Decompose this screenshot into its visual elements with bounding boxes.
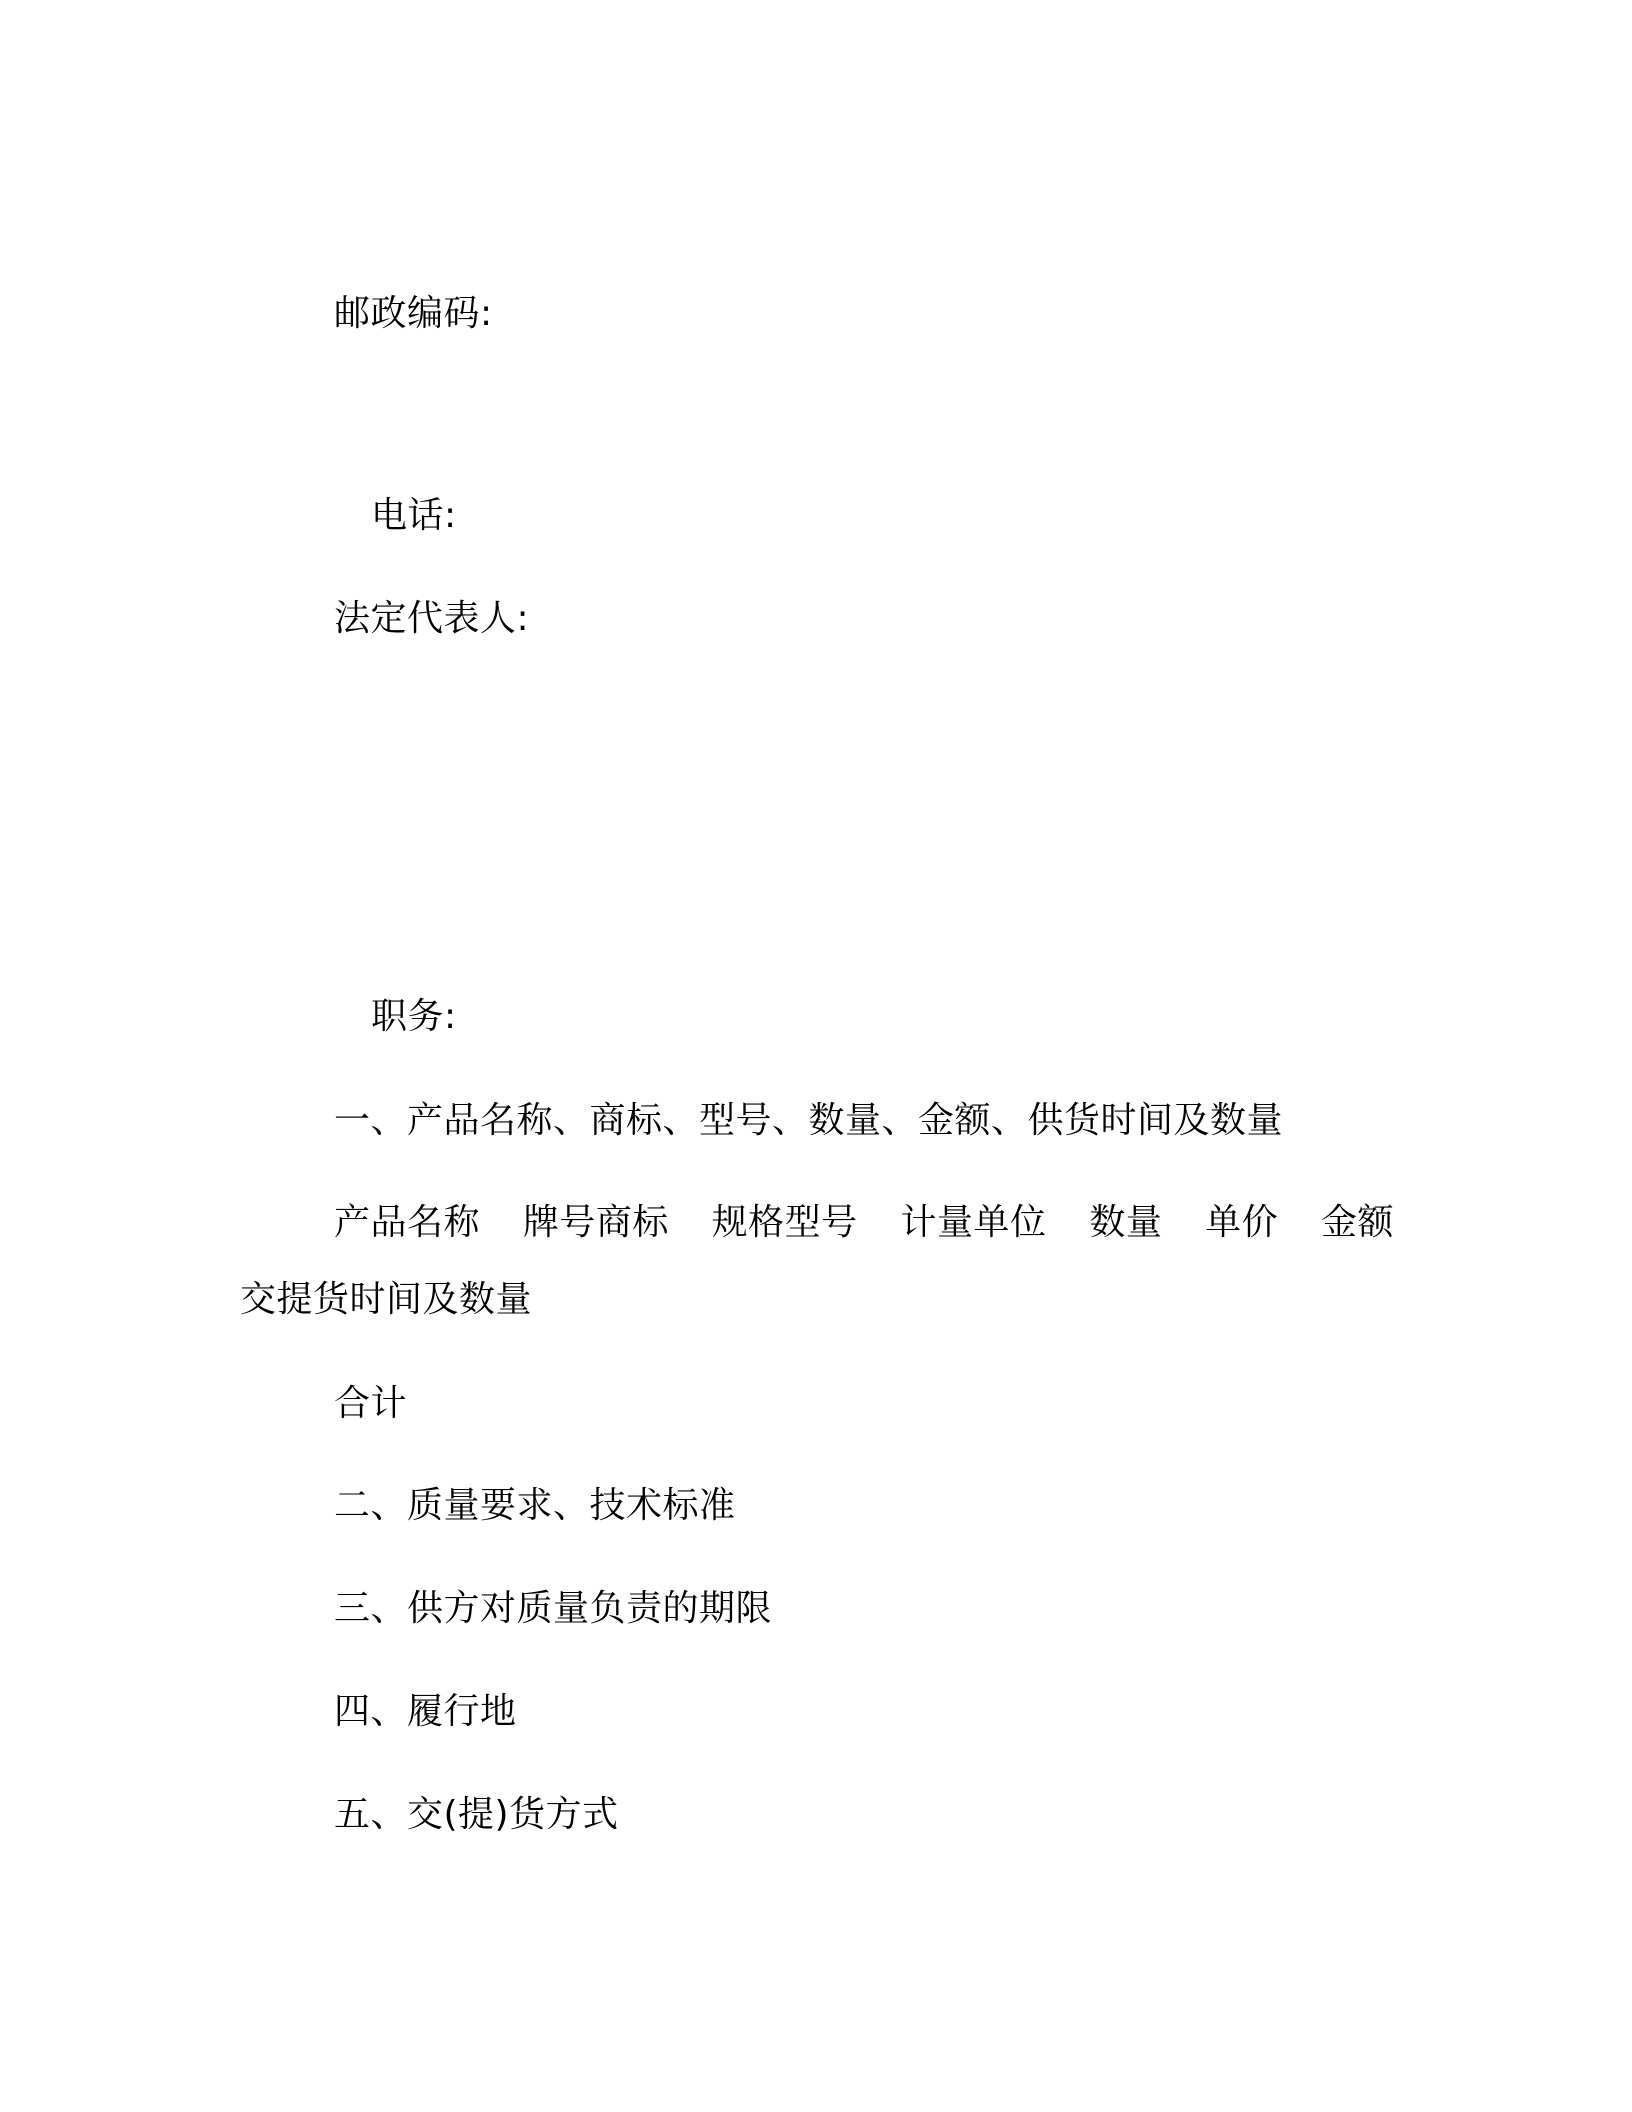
section-1-heading: 一、产品名称、商标、型号、数量、金额、供货时间及数量 — [334, 1100, 1284, 1141]
total-label: 合计 — [334, 1383, 408, 1424]
position-label: 职务: — [371, 996, 457, 1037]
phone-label: 电话: — [371, 495, 457, 536]
header-amount: 金额 — [1320, 1202, 1394, 1243]
header-unit: 计量单位 — [900, 1202, 1047, 1243]
section-5-heading: 五、交(提)货方式 — [334, 1794, 619, 1835]
header-quantity: 数量 — [1089, 1202, 1163, 1243]
legal-representative-label: 法定代表人: — [334, 598, 530, 639]
header-unit-price: 单价 — [1205, 1202, 1279, 1243]
header-brand-trademark: 牌号商标 — [522, 1202, 669, 1243]
section-3-heading: 三、供方对质量负责的期限 — [334, 1588, 773, 1629]
header-delivery-time-quantity: 交提货时间及数量 — [240, 1279, 533, 1320]
postal-code-label: 邮政编码: — [334, 293, 493, 334]
header-product-name: 产品名称 — [334, 1202, 481, 1243]
section-2-heading: 二、质量要求、技术标准 — [334, 1485, 736, 1526]
header-spec-model: 规格型号 — [711, 1202, 858, 1243]
section-4-heading: 四、履行地 — [334, 1691, 517, 1732]
product-table-header — [334, 1201, 1394, 1245]
